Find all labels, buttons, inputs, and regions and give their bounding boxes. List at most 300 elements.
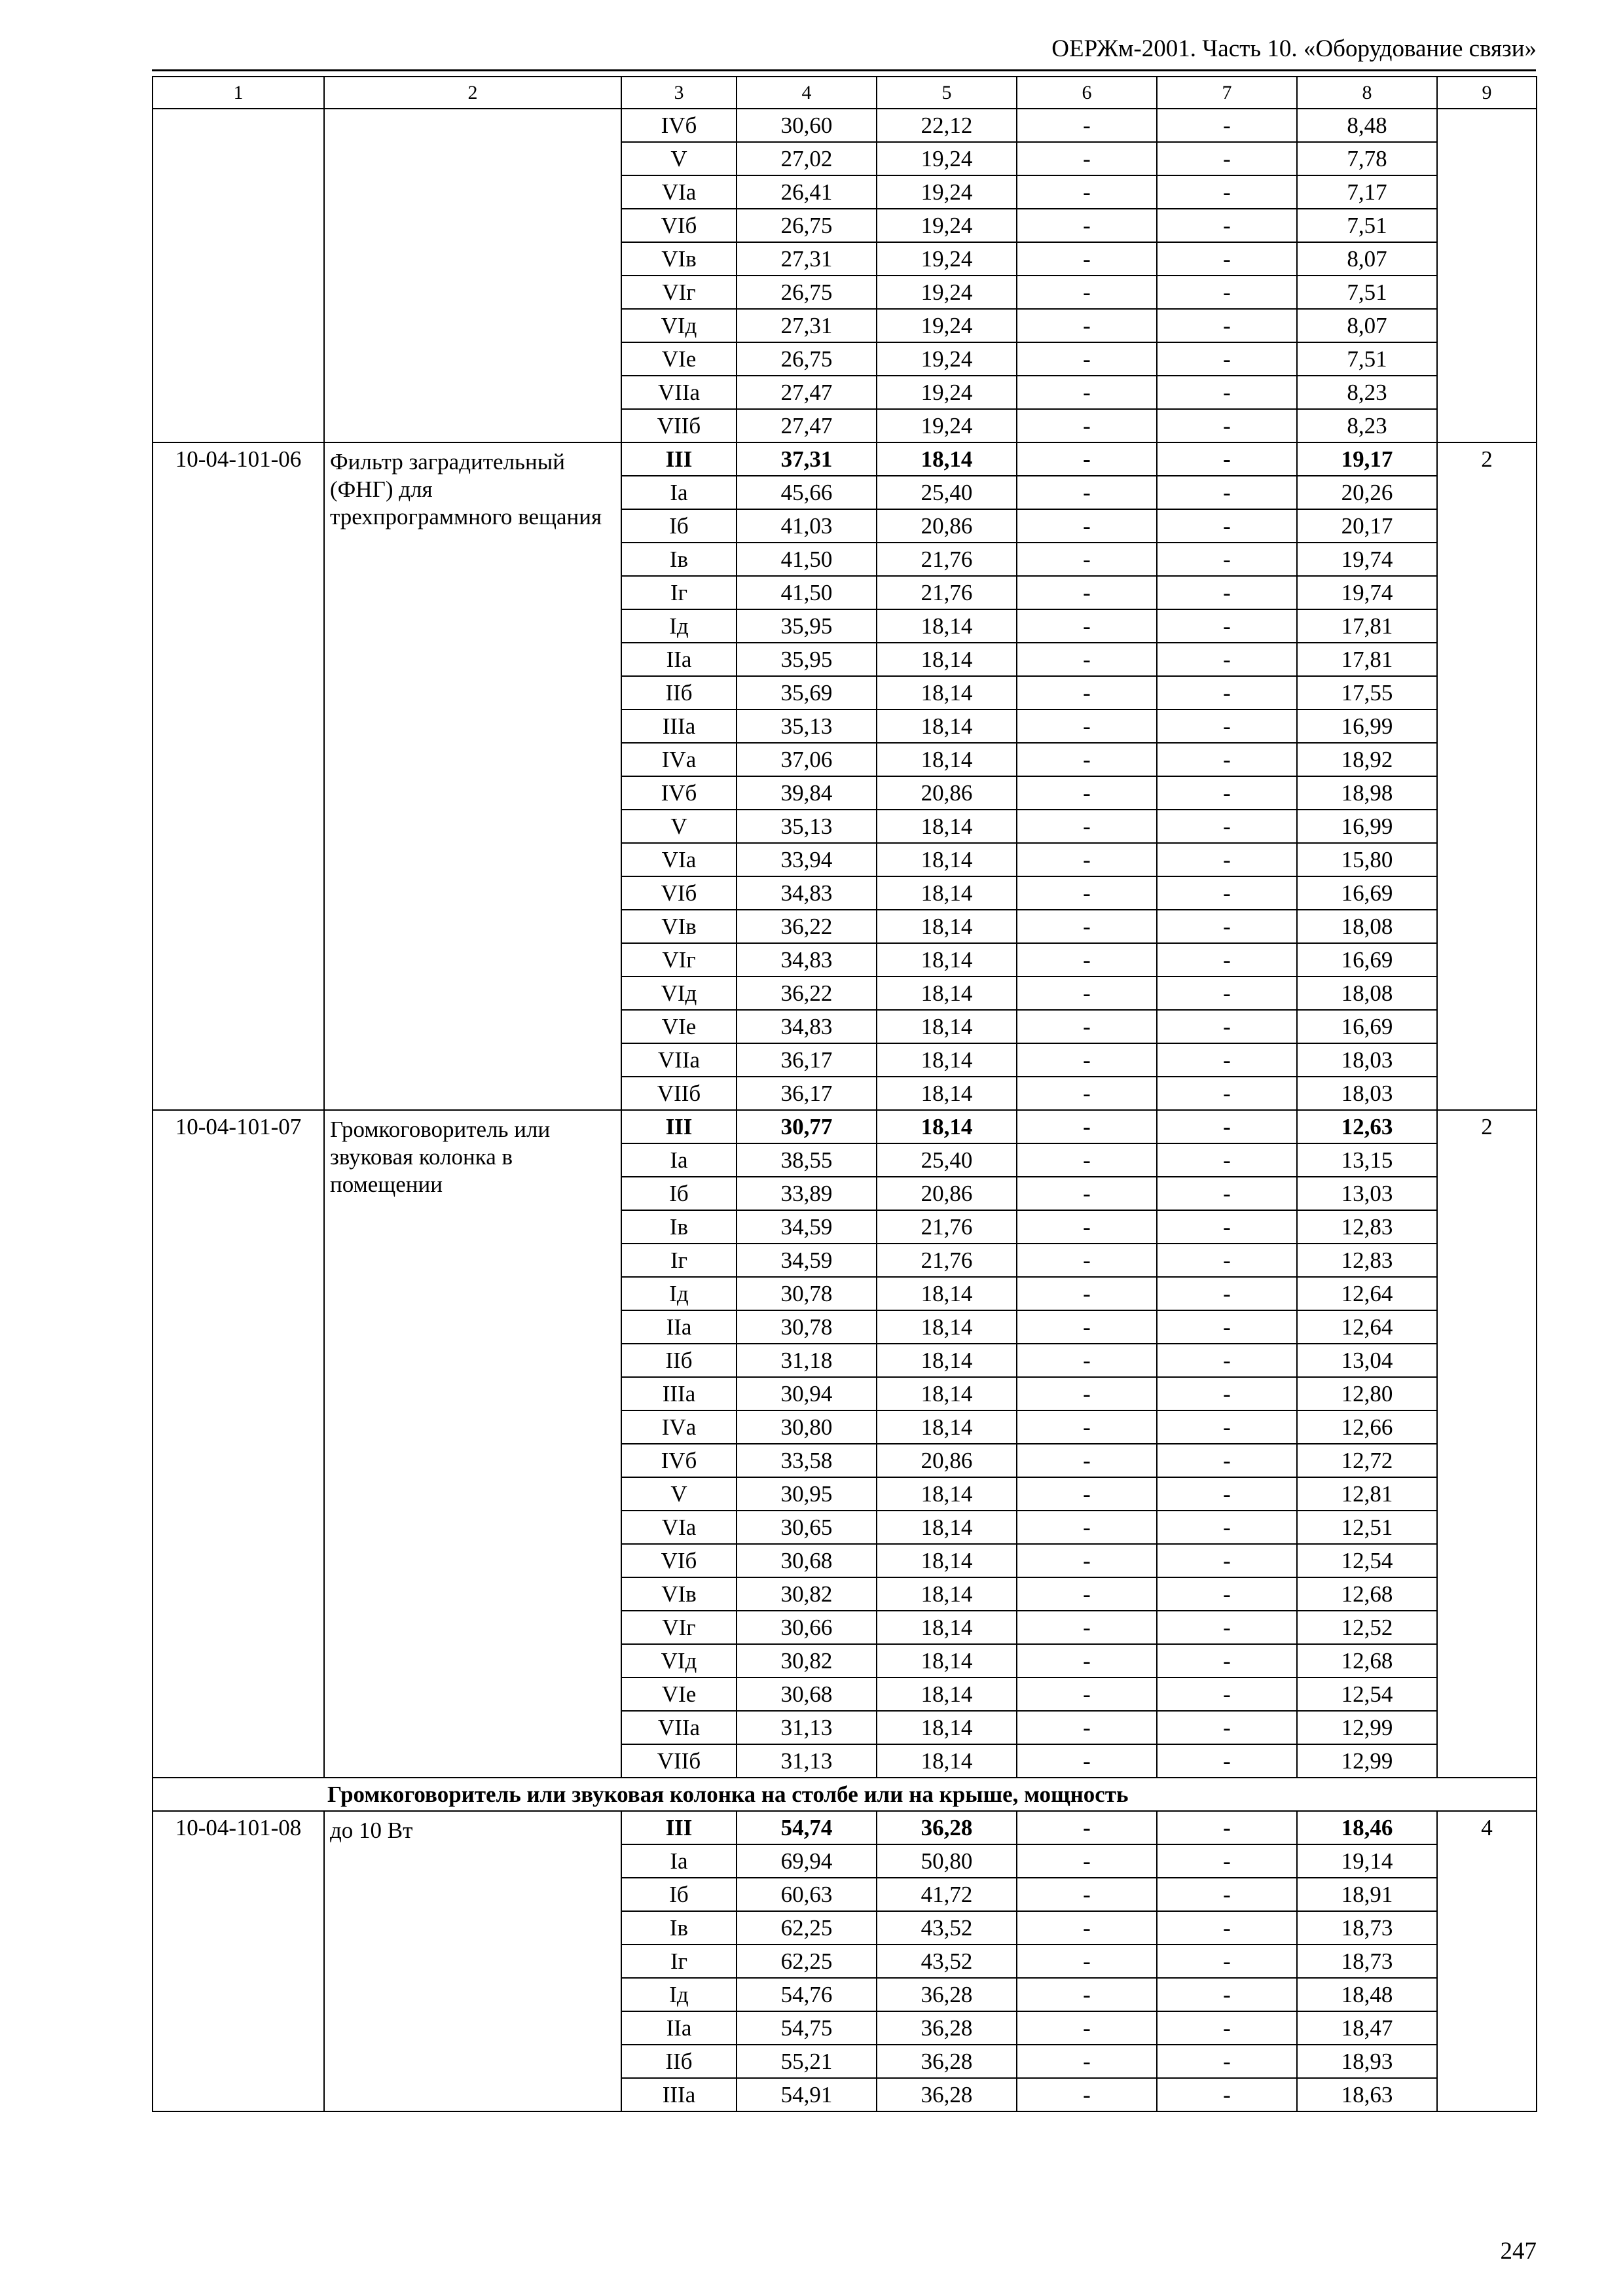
operator-wages: - [1157, 1410, 1297, 1444]
operator-wages: - [1157, 1677, 1297, 1711]
operator-wages: - [1157, 1711, 1297, 1744]
item-code: 10-04-101-06 [153, 442, 324, 1110]
rates-table [152, 76, 1537, 2112]
region-code: VIе [621, 1010, 737, 1043]
total-cost: 34,59 [737, 1244, 877, 1277]
labor-cost: 18,14 [877, 977, 1017, 1010]
total-cost: 69,94 [737, 1844, 877, 1878]
machine-cost: - [1017, 1110, 1157, 1143]
machine-cost: - [1017, 1911, 1157, 1945]
machine-cost: - [1017, 943, 1157, 977]
total-cost: 34,83 [737, 876, 877, 910]
machine-cost: - [1017, 1244, 1157, 1277]
total-cost: 30,80 [737, 1410, 877, 1444]
item-unit: 4 [1437, 1811, 1537, 2111]
materials-cost: 18,03 [1297, 1043, 1437, 1077]
region-code: III [621, 1811, 737, 1844]
region-code: Iд [621, 609, 737, 643]
region-code: VIIб [621, 1077, 737, 1110]
operator-wages: - [1157, 509, 1297, 543]
labor-cost: 18,14 [877, 943, 1017, 977]
region-code: VIв [621, 1577, 737, 1611]
labor-cost: 21,76 [877, 576, 1017, 609]
machine-cost: - [1017, 1143, 1157, 1177]
labor-cost: 18,14 [877, 643, 1017, 676]
labor-cost: 18,14 [877, 810, 1017, 843]
operator-wages: - [1157, 943, 1297, 977]
region-code: VIIа [621, 1711, 737, 1744]
region-code: V [621, 1477, 737, 1511]
machine-cost: - [1017, 1444, 1157, 1477]
machine-cost: - [1017, 810, 1157, 843]
materials-cost: 16,99 [1297, 709, 1437, 743]
region-code: VIIа [621, 1043, 737, 1077]
region-code: Iг [621, 1244, 737, 1277]
total-cost: 31,13 [737, 1711, 877, 1744]
item-code: 10-04-101-07 [153, 1110, 324, 1778]
region-code: IVб [621, 109, 737, 142]
labor-cost: 18,14 [877, 743, 1017, 776]
materials-cost: 12,72 [1297, 1444, 1437, 1477]
materials-cost: 7,51 [1297, 209, 1437, 242]
operator-wages: - [1157, 1577, 1297, 1611]
labor-cost: 19,24 [877, 142, 1017, 175]
machine-cost: - [1017, 1844, 1157, 1878]
operator-wages: - [1157, 1310, 1297, 1344]
labor-cost: 19,24 [877, 276, 1017, 309]
column-number: 4 [737, 77, 877, 109]
operator-wages: - [1157, 2045, 1297, 2078]
column-number: 3 [621, 77, 737, 109]
operator-wages: - [1157, 609, 1297, 643]
total-cost: 30,66 [737, 1611, 877, 1644]
total-cost: 31,18 [737, 1344, 877, 1377]
unit-cell [1437, 109, 1537, 442]
materials-cost: 15,80 [1297, 843, 1437, 876]
labor-cost: 18,14 [877, 709, 1017, 743]
machine-cost: - [1017, 276, 1157, 309]
operator-wages: - [1157, 242, 1297, 276]
operator-wages: - [1157, 810, 1297, 843]
region-code: VIIб [621, 409, 737, 442]
materials-cost: 17,81 [1297, 643, 1437, 676]
machine-cost: - [1017, 1945, 1157, 1978]
materials-cost: 12,80 [1297, 1377, 1437, 1410]
region-code: IVб [621, 1444, 737, 1477]
labor-cost: 18,14 [877, 1043, 1017, 1077]
materials-cost: 12,52 [1297, 1611, 1437, 1644]
materials-cost: 16,69 [1297, 1010, 1437, 1043]
labor-cost: 18,14 [877, 1511, 1017, 1544]
machine-cost: - [1017, 1477, 1157, 1511]
machine-cost: - [1017, 843, 1157, 876]
region-code: VIг [621, 943, 737, 977]
operator-wages: - [1157, 1244, 1297, 1277]
labor-cost: 19,24 [877, 376, 1017, 409]
machine-cost: - [1017, 1978, 1157, 2011]
item-name: Фильтр заградительный (ФНГ) для трехпрограммного вещания [324, 442, 621, 1110]
machine-cost: - [1017, 1344, 1157, 1377]
operator-wages: - [1157, 643, 1297, 676]
materials-cost: 17,55 [1297, 676, 1437, 709]
machine-cost: - [1017, 342, 1157, 376]
total-cost: 62,25 [737, 1945, 877, 1978]
region-code: VIIб [621, 1744, 737, 1778]
operator-wages: - [1157, 209, 1297, 242]
materials-cost: 12,83 [1297, 1244, 1437, 1277]
operator-wages: - [1157, 1744, 1297, 1778]
total-cost: 36,22 [737, 977, 877, 1010]
total-cost: 35,13 [737, 709, 877, 743]
operator-wages: - [1157, 2011, 1297, 2045]
labor-cost: 21,76 [877, 543, 1017, 576]
total-cost: 30,77 [737, 1110, 877, 1143]
labor-cost: 36,28 [877, 2078, 1017, 2111]
machine-cost: - [1017, 1077, 1157, 1110]
labor-cost: 36,28 [877, 1811, 1017, 1844]
labor-cost: 20,86 [877, 776, 1017, 810]
materials-cost: 16,99 [1297, 810, 1437, 843]
operator-wages: - [1157, 776, 1297, 810]
operator-wages: - [1157, 442, 1297, 476]
operator-wages: - [1157, 1444, 1297, 1477]
operator-wages: - [1157, 1277, 1297, 1310]
machine-cost: - [1017, 1611, 1157, 1644]
region-code: IIIа [621, 709, 737, 743]
machine-cost: - [1017, 1377, 1157, 1410]
operator-wages: - [1157, 376, 1297, 409]
machine-cost: - [1017, 1544, 1157, 1577]
labor-cost: 18,14 [877, 1344, 1017, 1377]
operator-wages: - [1157, 1477, 1297, 1511]
machine-cost: - [1017, 1043, 1157, 1077]
operator-wages: - [1157, 409, 1297, 442]
materials-cost: 18,92 [1297, 743, 1437, 776]
labor-cost: 18,14 [877, 1377, 1017, 1410]
region-code: VIб [621, 876, 737, 910]
region-code: Iг [621, 576, 737, 609]
operator-wages: - [1157, 1377, 1297, 1410]
operator-wages: - [1157, 843, 1297, 876]
operator-wages: - [1157, 342, 1297, 376]
labor-cost: 18,14 [877, 609, 1017, 643]
total-cost: 30,68 [737, 1544, 877, 1577]
total-cost: 55,21 [737, 2045, 877, 2078]
table-row [153, 1110, 1537, 1143]
machine-cost: - [1017, 2045, 1157, 2078]
total-cost: 26,75 [737, 276, 877, 309]
labor-cost: 18,14 [877, 1477, 1017, 1511]
region-code: V [621, 142, 737, 175]
region-code: Iа [621, 1143, 737, 1177]
operator-wages: - [1157, 1911, 1297, 1945]
materials-cost: 18,98 [1297, 776, 1437, 810]
region-code: Iа [621, 476, 737, 509]
item-name: до 10 Вт [324, 1811, 621, 2111]
operator-wages: - [1157, 1644, 1297, 1677]
operator-wages: - [1157, 576, 1297, 609]
machine-cost: - [1017, 1010, 1157, 1043]
total-cost: 34,83 [737, 1010, 877, 1043]
region-code: IIIа [621, 2078, 737, 2111]
region-code: VIб [621, 209, 737, 242]
region-code: VIе [621, 1677, 737, 1711]
total-cost: 41,50 [737, 576, 877, 609]
machine-cost: - [1017, 1277, 1157, 1310]
labor-cost: 36,28 [877, 2011, 1017, 2045]
machine-cost: - [1017, 209, 1157, 242]
operator-wages: - [1157, 1844, 1297, 1878]
materials-cost: 12,68 [1297, 1577, 1437, 1611]
total-cost: 27,02 [737, 142, 877, 175]
materials-cost: 18,91 [1297, 1878, 1437, 1911]
machine-cost: - [1017, 309, 1157, 342]
machine-cost: - [1017, 643, 1157, 676]
operator-wages: - [1157, 309, 1297, 342]
materials-cost: 8,23 [1297, 409, 1437, 442]
labor-cost: 18,14 [877, 1677, 1017, 1711]
total-cost: 54,74 [737, 1811, 877, 1844]
machine-cost: - [1017, 977, 1157, 1010]
region-code: Iб [621, 1177, 737, 1210]
materials-cost: 12,63 [1297, 1110, 1437, 1143]
labor-cost: 18,14 [877, 1077, 1017, 1110]
total-cost: 30,65 [737, 1511, 877, 1544]
table-row [153, 1811, 1537, 1844]
region-code: VIа [621, 843, 737, 876]
region-code: VIд [621, 1644, 737, 1677]
labor-cost: 18,14 [877, 876, 1017, 910]
total-cost: 33,94 [737, 843, 877, 876]
operator-wages: - [1157, 709, 1297, 743]
total-cost: 35,95 [737, 643, 877, 676]
labor-cost: 21,76 [877, 1210, 1017, 1244]
labor-cost: 19,24 [877, 409, 1017, 442]
materials-cost: 12,54 [1297, 1544, 1437, 1577]
region-code: VIг [621, 1611, 737, 1644]
region-code: VIа [621, 1511, 737, 1544]
labor-cost: 18,14 [877, 1611, 1017, 1644]
labor-cost: 18,14 [877, 1410, 1017, 1444]
operator-wages: - [1157, 476, 1297, 509]
labor-cost: 18,14 [877, 1310, 1017, 1344]
region-code: VIг [621, 276, 737, 309]
machine-cost: - [1017, 142, 1157, 175]
machine-cost: - [1017, 1711, 1157, 1744]
materials-cost: 12,68 [1297, 1644, 1437, 1677]
labor-cost: 41,72 [877, 1878, 1017, 1911]
item-code: 10-04-101-08 [153, 1811, 324, 2111]
item-name: Громкоговоритель или звуковая колонка в помещении [324, 1110, 621, 1778]
labor-cost: 50,80 [877, 1844, 1017, 1878]
section-title: Громкоговоритель или звуковая колонка на столбе или на крыше, мощность [327, 1781, 1129, 1807]
region-code: Iа [621, 1844, 737, 1878]
table-body [153, 77, 1537, 2111]
region-code: IIа [621, 1310, 737, 1344]
materials-cost: 18,63 [1297, 2078, 1437, 2111]
materials-cost: 8,07 [1297, 309, 1437, 342]
column-number: 1 [153, 77, 324, 109]
labor-cost: 36,28 [877, 2045, 1017, 2078]
operator-wages: - [1157, 876, 1297, 910]
total-cost: 54,75 [737, 2011, 877, 2045]
machine-cost: - [1017, 576, 1157, 609]
machine-cost: - [1017, 676, 1157, 709]
materials-cost: 8,48 [1297, 109, 1437, 142]
materials-cost: 8,07 [1297, 242, 1437, 276]
operator-wages: - [1157, 1811, 1297, 1844]
materials-cost: 20,26 [1297, 476, 1437, 509]
materials-cost: 13,15 [1297, 1143, 1437, 1177]
operator-wages: - [1157, 543, 1297, 576]
machine-cost: - [1017, 2011, 1157, 2045]
materials-cost: 13,03 [1297, 1177, 1437, 1210]
machine-cost: - [1017, 1878, 1157, 1911]
materials-cost: 19,74 [1297, 543, 1437, 576]
operator-wages: - [1157, 109, 1297, 142]
column-number: 6 [1017, 77, 1157, 109]
total-cost: 36,17 [737, 1077, 877, 1110]
labor-cost: 21,76 [877, 1244, 1017, 1277]
materials-cost: 16,69 [1297, 943, 1437, 977]
materials-cost: 20,17 [1297, 509, 1437, 543]
labor-cost: 18,14 [877, 442, 1017, 476]
total-cost: 30,68 [737, 1677, 877, 1711]
region-code: IIб [621, 2045, 737, 2078]
region-code: VIIа [621, 376, 737, 409]
total-cost: 33,89 [737, 1177, 877, 1210]
labor-cost: 18,14 [877, 1711, 1017, 1744]
machine-cost: - [1017, 1210, 1157, 1244]
labor-cost: 25,40 [877, 1143, 1017, 1177]
total-cost: 54,76 [737, 1978, 877, 2011]
operator-wages: - [1157, 1544, 1297, 1577]
labor-cost: 18,14 [877, 1577, 1017, 1611]
labor-cost: 18,14 [877, 1110, 1017, 1143]
labor-cost: 18,14 [877, 676, 1017, 709]
operator-wages: - [1157, 1043, 1297, 1077]
machine-cost: - [1017, 876, 1157, 910]
region-code: Iб [621, 509, 737, 543]
materials-cost: 18,48 [1297, 1978, 1437, 2011]
operator-wages: - [1157, 175, 1297, 209]
region-code: IIа [621, 2011, 737, 2045]
region-code: VIв [621, 910, 737, 943]
table-row [153, 442, 1537, 476]
machine-cost: - [1017, 1511, 1157, 1544]
materials-cost: 12,99 [1297, 1711, 1437, 1744]
total-cost: 27,31 [737, 309, 877, 342]
region-code: V [621, 810, 737, 843]
column-number-row [153, 77, 1537, 109]
column-number: 5 [877, 77, 1017, 109]
total-cost: 36,22 [737, 910, 877, 943]
region-code: IVа [621, 743, 737, 776]
page-number: 247 [1500, 2238, 1537, 2265]
materials-cost: 17,81 [1297, 609, 1437, 643]
materials-cost: 18,73 [1297, 1945, 1437, 1978]
machine-cost: - [1017, 743, 1157, 776]
operator-wages: - [1157, 1611, 1297, 1644]
region-code: Iд [621, 1277, 737, 1310]
column-number: 2 [324, 77, 621, 109]
machine-cost: - [1017, 1644, 1157, 1677]
total-cost: 30,95 [737, 1477, 877, 1511]
machine-cost: - [1017, 442, 1157, 476]
materials-cost: 12,81 [1297, 1477, 1437, 1511]
labor-cost: 18,14 [877, 1744, 1017, 1778]
machine-cost: - [1017, 1310, 1157, 1344]
materials-cost: 12,64 [1297, 1277, 1437, 1310]
total-cost: 45,66 [737, 476, 877, 509]
machine-cost: - [1017, 910, 1157, 943]
materials-cost: 12,51 [1297, 1511, 1437, 1544]
materials-cost: 7,51 [1297, 276, 1437, 309]
machine-cost: - [1017, 509, 1157, 543]
region-code: VIа [621, 175, 737, 209]
total-cost: 41,03 [737, 509, 877, 543]
materials-cost: 18,08 [1297, 977, 1437, 1010]
code-cell [153, 109, 324, 442]
total-cost: 34,59 [737, 1210, 877, 1244]
total-cost: 27,47 [737, 409, 877, 442]
total-cost: 41,50 [737, 543, 877, 576]
labor-cost: 19,24 [877, 209, 1017, 242]
total-cost: 39,84 [737, 776, 877, 810]
materials-cost: 12,64 [1297, 1310, 1437, 1344]
machine-cost: - [1017, 609, 1157, 643]
table-row [153, 109, 1537, 142]
labor-cost: 19,24 [877, 309, 1017, 342]
machine-cost: - [1017, 242, 1157, 276]
total-cost: 30,94 [737, 1377, 877, 1410]
materials-cost: 19,74 [1297, 576, 1437, 609]
machine-cost: - [1017, 1577, 1157, 1611]
operator-wages: - [1157, 276, 1297, 309]
operator-wages: - [1157, 2078, 1297, 2111]
operator-wages: - [1157, 142, 1297, 175]
materials-cost: 18,03 [1297, 1077, 1437, 1110]
region-code: IIа [621, 643, 737, 676]
operator-wages: - [1157, 1511, 1297, 1544]
region-code: VIд [621, 977, 737, 1010]
labor-cost: 18,14 [877, 843, 1017, 876]
item-unit: 2 [1437, 1110, 1537, 1778]
operator-wages: - [1157, 1110, 1297, 1143]
materials-cost: 18,08 [1297, 910, 1437, 943]
region-code: Iв [621, 1911, 737, 1945]
operator-wages: - [1157, 1210, 1297, 1244]
column-number: 7 [1157, 77, 1297, 109]
materials-cost: 19,14 [1297, 1844, 1437, 1878]
region-code: VIб [621, 1544, 737, 1577]
labor-cost: 20,86 [877, 1444, 1017, 1477]
materials-cost: 7,51 [1297, 342, 1437, 376]
total-cost: 33,58 [737, 1444, 877, 1477]
labor-cost: 43,52 [877, 1945, 1017, 1978]
total-cost: 62,25 [737, 1911, 877, 1945]
machine-cost: - [1017, 175, 1157, 209]
region-code: VIв [621, 242, 737, 276]
materials-cost: 12,99 [1297, 1744, 1437, 1778]
materials-cost: 7,17 [1297, 175, 1437, 209]
materials-cost: 18,46 [1297, 1811, 1437, 1844]
region-code: IVа [621, 1410, 737, 1444]
column-number: 9 [1437, 77, 1537, 109]
materials-cost: 18,73 [1297, 1911, 1437, 1945]
labor-cost: 20,86 [877, 509, 1017, 543]
total-cost: 30,82 [737, 1577, 877, 1611]
